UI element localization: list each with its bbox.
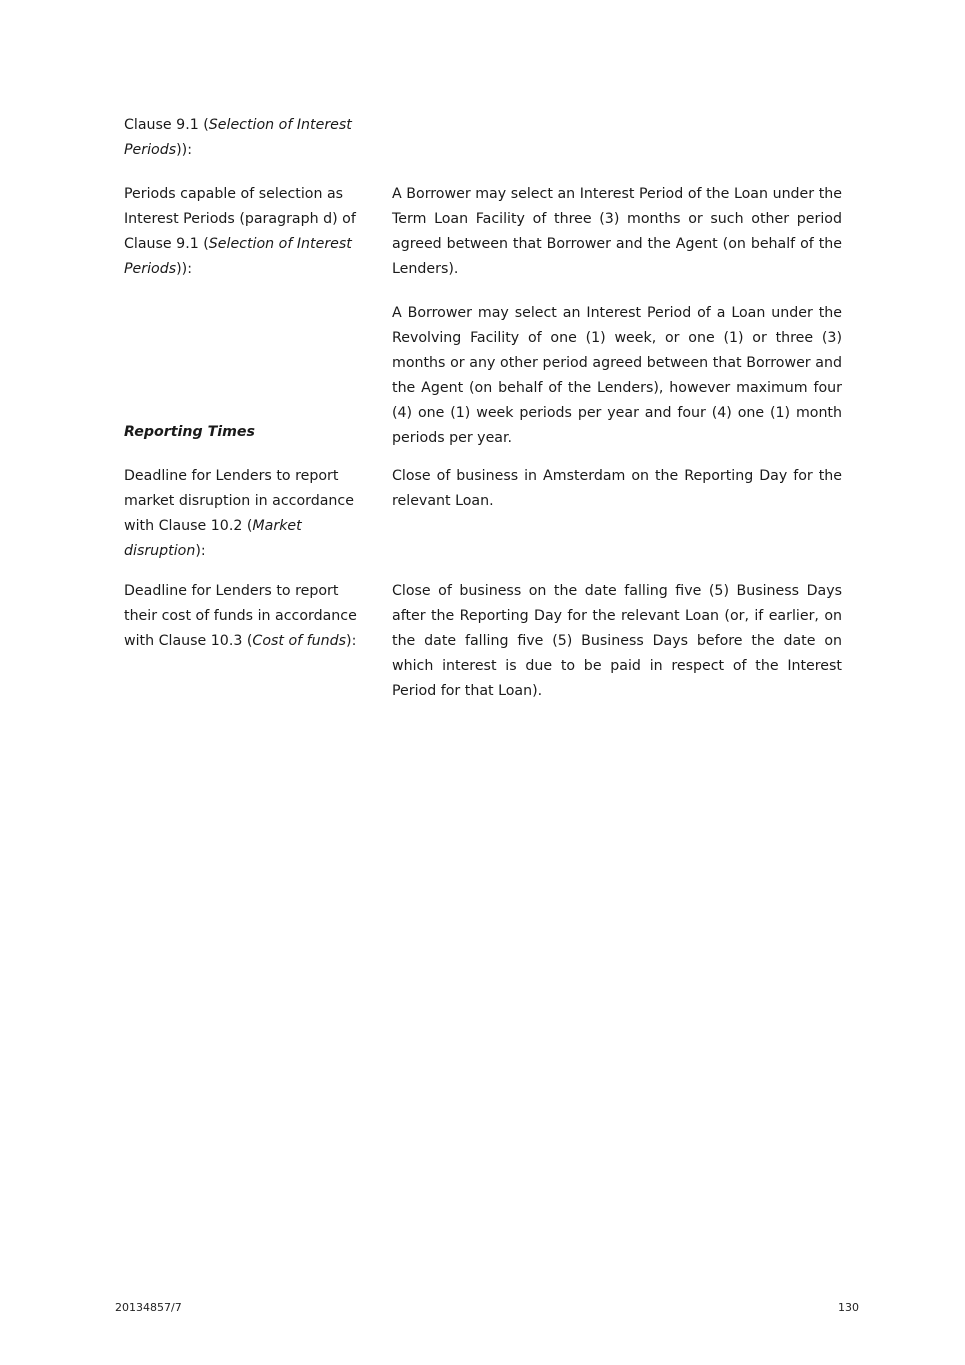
page-number: 130 (838, 1301, 859, 1314)
label-text: Deadline for Lenders to report their cost of funds in accordance with Clause 10.3 ( (124, 583, 357, 649)
row-label (124, 113, 374, 163)
row-label (124, 579, 374, 654)
cost-of-funds-paragraph: Close of business on the date falling five (5) Business Days after the Reporting Day for the relevant Loan (or, if earlier, on the date falling five (5) Business Days before the date on which interest is due to be paid in respect of the Interest Period for that Loan). (392, 583, 842, 699)
label-text-end: ): (195, 543, 206, 559)
label-text: Periods capable of selection as Interest Periods (paragraph d) of Clause 9.1 ( (124, 186, 356, 252)
clause-9-1-label-continuation (124, 113, 374, 163)
term-loan-paragraph: A Borrower may select an Interest Period of the Loan under the Term Loan Facility of three (3) months or such other period agreed between that Borrower and the Agent (on behalf of the Lenders). (392, 186, 842, 277)
interest-periods-value (392, 182, 842, 451)
label-text-end: )): (176, 142, 192, 158)
section-heading: Reporting Times (124, 424, 255, 440)
row-label (124, 464, 374, 564)
reporting-times-heading-block (124, 420, 524, 445)
market-disruption-value (392, 464, 842, 514)
row-label (124, 182, 374, 282)
cost-of-funds-value (392, 579, 842, 704)
label-text-end: )): (176, 261, 192, 277)
label-italic: Cost of funds (252, 633, 347, 649)
label-text-end: ): (346, 633, 357, 649)
label-italic: Selection of Interest Periods (124, 236, 352, 277)
market-disruption-label (124, 464, 374, 564)
label-italic: Selection of Interest Periods (124, 117, 352, 158)
label-text: Clause 9.1 ( (124, 117, 209, 133)
market-disruption-paragraph: Close of business in Amsterdam on the Reporting Day for the relevant Loan. (392, 468, 842, 509)
cost-of-funds-label (124, 579, 374, 654)
label-italic: Market disruption (124, 518, 302, 559)
document-reference: 20134857/7 (115, 1301, 182, 1314)
revolving-facility-paragraph: A Borrower may select an Interest Period of a Loan under the Revolving Facility of one (1) week, or one (1) or three (3) months or any other period agreed between that Borrower and the Agent (on behalf of the Lenders), however maximum four (4) one (1) week periods per year and four (4) one (1) month periods per year. (392, 305, 842, 446)
label-text: Deadline for Lenders to report market disruption in accordance with Clause 10.2 ( (124, 468, 354, 534)
interest-periods-label (124, 182, 374, 282)
